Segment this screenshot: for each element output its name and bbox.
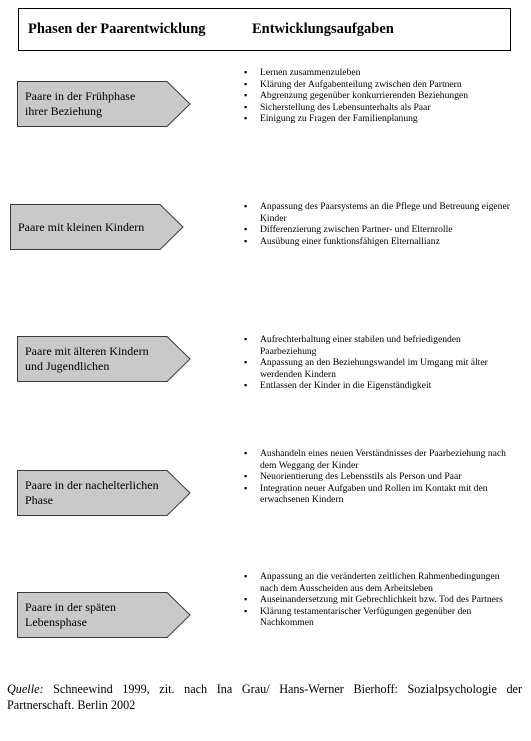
task-text: Auseinandersetzung mit Gebrechlichkeit bzw. Tod des Partners bbox=[260, 594, 503, 606]
table-header bbox=[18, 8, 511, 51]
phase-label: Paare in der späten Lebensphase bbox=[25, 600, 116, 629]
bullet-icon: ▪ bbox=[244, 594, 248, 605]
task-list bbox=[244, 571, 514, 629]
bullet-icon: ▪ bbox=[244, 113, 248, 124]
task-item bbox=[244, 236, 514, 248]
phase-arrow bbox=[17, 470, 191, 516]
task-text: Sicherstellung des Lebensunterhalts als Paar bbox=[260, 101, 431, 113]
bullet-icon: ▪ bbox=[244, 101, 248, 112]
bullet-icon: ▪ bbox=[244, 67, 248, 77]
bullet-icon: ▪ bbox=[244, 605, 248, 616]
task-text: Neuorientierung des Lebensstils als Person und Paar bbox=[260, 471, 462, 483]
task-item bbox=[244, 380, 514, 392]
task-text: Klärung der Aufgabenteilung zwischen den Partnern bbox=[260, 78, 462, 90]
task-item bbox=[244, 79, 514, 91]
bullet-icon: ▪ bbox=[244, 224, 248, 235]
task-text: Aufrechterhaltung einer stabilen und befriedigenden Paarbeziehung bbox=[260, 334, 461, 357]
phase-label: Paare in der Frühphase ihrer Beziehung bbox=[25, 89, 136, 118]
task-list bbox=[244, 334, 514, 392]
task-text: Anpassung des Paarsystems an die Pflege und Betreuung eigener Kinder bbox=[260, 201, 510, 224]
task-item bbox=[244, 571, 514, 594]
task-text: Lernen zusammenzuleben bbox=[260, 67, 361, 78]
phase-label: Paare mit kleinen Kindern bbox=[18, 219, 145, 234]
bullet-icon: ▪ bbox=[244, 90, 248, 101]
source-citation bbox=[7, 681, 522, 713]
task-item bbox=[244, 201, 514, 224]
task-text: Differenzierung zwischen Partner- und Elternrolle bbox=[260, 224, 453, 236]
task-item bbox=[244, 606, 514, 629]
task-text: Klärung testamentarischer Verfügungen gegenüber den Nachkommen bbox=[260, 605, 472, 629]
task-item bbox=[244, 334, 514, 357]
bullet-icon: ▪ bbox=[244, 448, 248, 458]
task-item bbox=[244, 102, 514, 114]
task-item bbox=[244, 594, 514, 606]
task-text: Ausübung einer funktionsfähigen Elternallianz bbox=[260, 235, 440, 247]
bullet-icon: ▪ bbox=[244, 482, 248, 493]
task-item bbox=[244, 90, 514, 102]
phase-label: Paare in der nachelterlichen Phase bbox=[25, 478, 159, 507]
task-item bbox=[244, 483, 514, 506]
phase-label: Paare mit älteren Kindern und Jugendlichen bbox=[25, 344, 149, 373]
bullet-icon: ▪ bbox=[244, 78, 248, 89]
bullet-icon: ▪ bbox=[244, 357, 248, 368]
bullet-icon: ▪ bbox=[244, 571, 248, 581]
phase-arrow bbox=[10, 204, 184, 250]
task-text: Abgrenzung gegenüber konkurrierenden Beziehungen bbox=[260, 90, 469, 102]
phase-arrow bbox=[17, 592, 191, 638]
task-item bbox=[244, 113, 514, 125]
task-text: Entlassen der Kinder in die Eigenständigkeit bbox=[260, 380, 432, 392]
bullet-icon: ▪ bbox=[244, 380, 248, 391]
task-text: Anpassung an den Beziehungswandel im Umgang mit älter werdenden Kindern bbox=[260, 357, 488, 380]
task-text: Einigung zu Fragen der Familienplanung bbox=[260, 113, 418, 125]
task-item bbox=[244, 471, 514, 483]
bullet-icon: ▪ bbox=[244, 201, 248, 211]
source-prefix: Quelle: bbox=[7, 682, 44, 696]
bullet-icon: ▪ bbox=[244, 471, 248, 482]
task-list bbox=[244, 448, 514, 506]
source-text: Schneewind 1999, zit. nach Ina Grau/ Hans-Werner Bierhoff: Sozialpsychologie der Partnerschaft. Berlin 2002 bbox=[7, 682, 523, 712]
bullet-icon: ▪ bbox=[244, 334, 248, 344]
task-text: Anpassung an die veränderten zeitlichen Rahmenbedingungen nach dem Ausscheiden aus dem Arbeitsleben bbox=[260, 571, 500, 594]
task-list bbox=[244, 67, 514, 125]
phase-arrow bbox=[17, 81, 191, 127]
tasks-column-heading: Entwicklungsaufgaben bbox=[252, 21, 394, 37]
task-text: Integration neuer Aufgaben und Rollen im Kontakt mit den erwachsenen Kindern bbox=[260, 482, 488, 506]
task-list bbox=[244, 201, 514, 247]
task-text: Aushandeln eines neuen Verständnisses der Paarbeziehung nach dem Weggang der Kinder bbox=[260, 448, 506, 471]
task-item bbox=[244, 67, 514, 79]
task-item bbox=[244, 224, 514, 236]
phase-arrow bbox=[17, 336, 191, 382]
bullet-icon: ▪ bbox=[244, 235, 248, 246]
task-item bbox=[244, 357, 514, 380]
phases-column-heading: Phasen der Paarentwicklung bbox=[28, 21, 206, 37]
task-item bbox=[244, 448, 514, 471]
